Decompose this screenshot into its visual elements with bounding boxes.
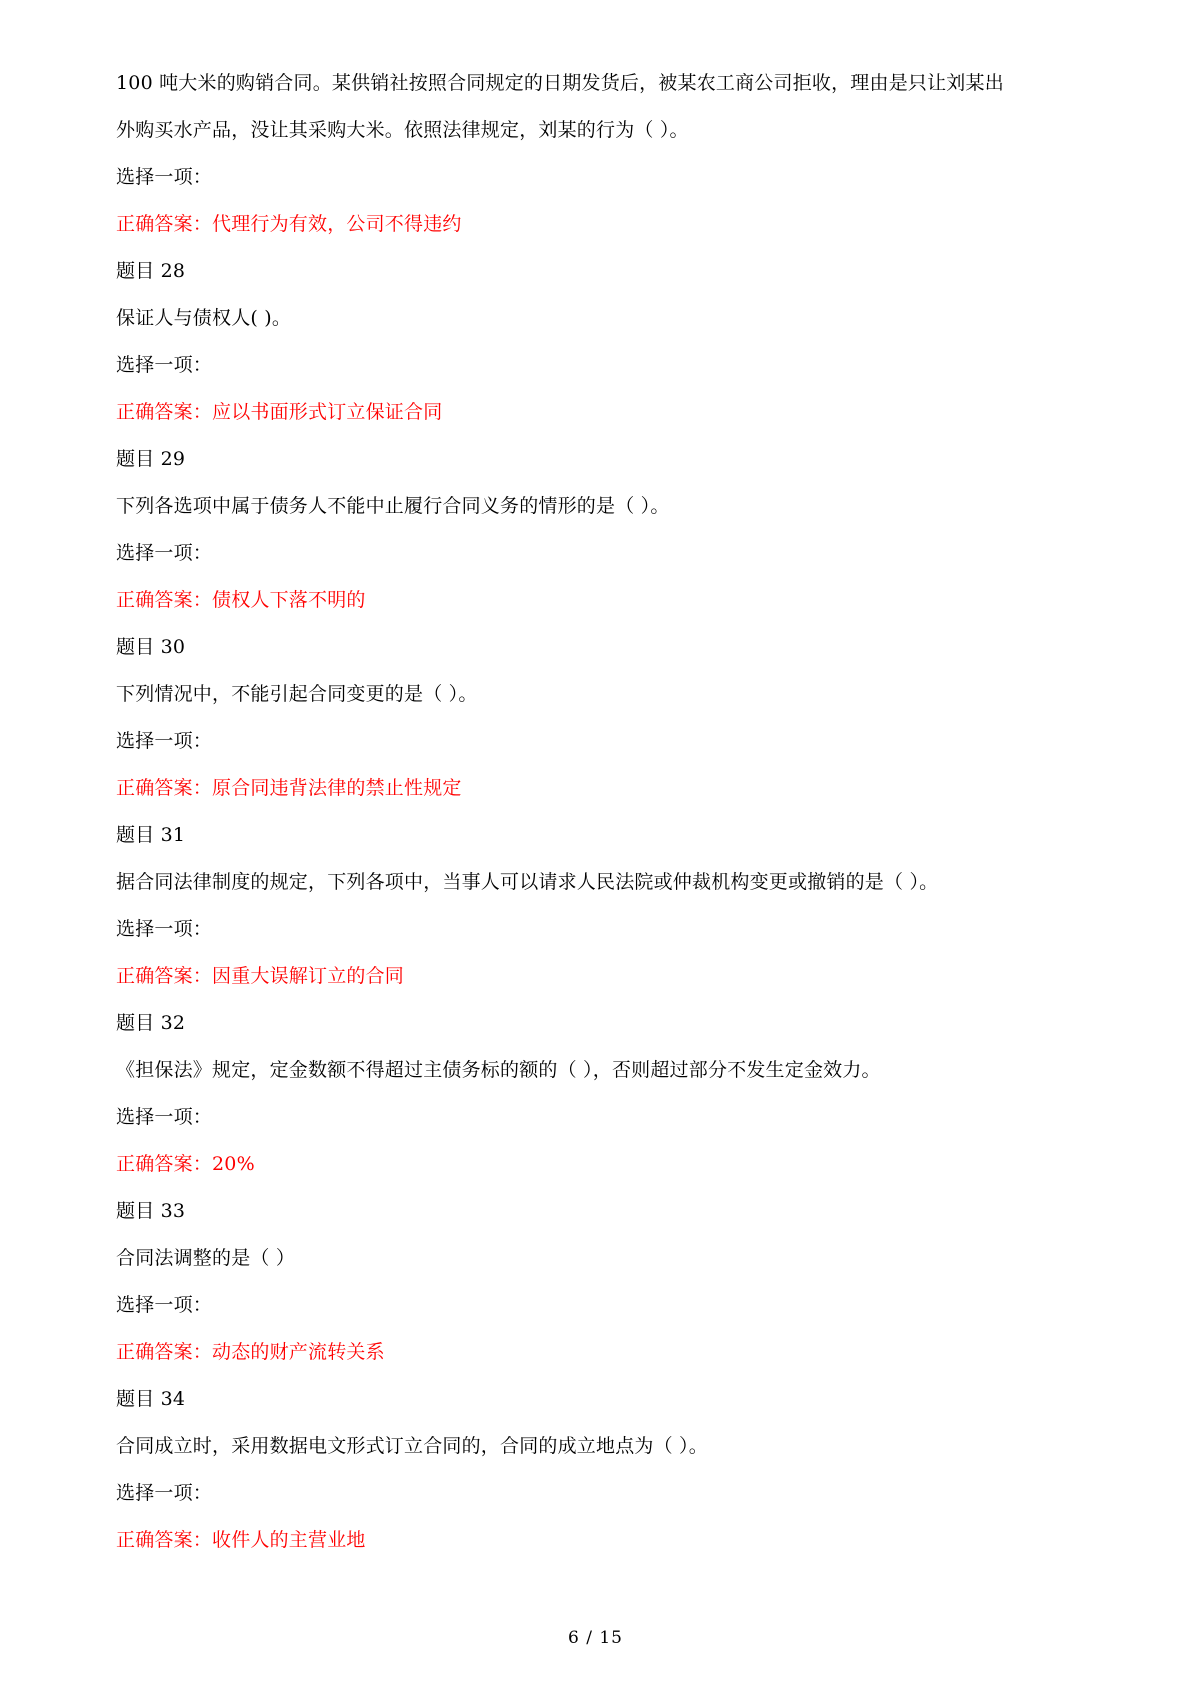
question-text: 合同法调整的是（ ） — [116, 1247, 296, 1269]
question-title: 题目 34 — [116, 1388, 186, 1410]
choose-one-label: 选择一项： — [116, 1106, 213, 1128]
correct-answer: 正确答案：原合同违背法律的禁止性规定 — [116, 777, 462, 799]
page-number: 6 / 15 — [568, 1628, 623, 1648]
correct-answer: 正确答案：债权人下落不明的 — [116, 589, 366, 611]
correct-answer: 正确答案：代理行为有效，公司不得违约 — [116, 213, 462, 235]
choose-one-label: 选择一项： — [116, 166, 213, 188]
correct-answer: 正确答案：因重大误解订立的合同 — [116, 965, 405, 987]
choose-one-label: 选择一项： — [116, 918, 213, 940]
choose-one-label: 选择一项： — [116, 354, 213, 376]
choose-one-label: 选择一项： — [116, 730, 213, 752]
choose-one-label: 选择一项： — [116, 1294, 213, 1316]
question-text: 下列情况中，不能引起合同变更的是（ ）。 — [116, 683, 478, 705]
question-text: 《担保法》规定，定金数额不得超过主债务标的额的（ ），否则超过部分不发生定金效力。 — [116, 1059, 881, 1081]
choose-one-label: 选择一项： — [116, 1482, 213, 1504]
choose-one-label: 选择一项： — [116, 542, 213, 564]
question-title: 题目 32 — [116, 1012, 186, 1034]
page-content — [116, 60, 1096, 1564]
correct-answer: 正确答案：动态的财产流转关系 — [116, 1341, 385, 1363]
question-text: 保证人与债权人( )。 — [116, 307, 292, 329]
question-text: 据合同法律制度的规定，下列各项中，当事人可以请求人民法院或仲裁机构变更或撤销的是（ ）。 — [116, 871, 939, 893]
correct-answer: 正确答案：收件人的主营业地 — [116, 1529, 366, 1551]
correct-answer: 正确答案：应以书面形式订立保证合同 — [116, 401, 443, 423]
question-text-continued: 外购买水产品，没让其采购大米。依照法律规定，刘某的行为（ ）。 — [116, 119, 689, 141]
question-title: 题目 30 — [116, 636, 186, 658]
question-title: 题目 31 — [116, 824, 186, 846]
correct-answer: 正确答案：20% — [116, 1153, 255, 1175]
question-text-continued: 100 吨大米的购销合同。某供销社按照合同规定的日期发货后，被某农工商公司拒收，理由是只让刘某出 — [116, 72, 1004, 94]
question-title: 题目 28 — [116, 260, 186, 282]
question-text: 下列各选项中属于债务人不能中止履行合同义务的情形的是（ ）。 — [116, 495, 670, 517]
question-title: 题目 33 — [116, 1200, 186, 1222]
question-title: 题目 29 — [116, 448, 186, 470]
question-text: 合同成立时，采用数据电文形式订立合同的，合同的成立地点为（ ）。 — [116, 1435, 708, 1457]
